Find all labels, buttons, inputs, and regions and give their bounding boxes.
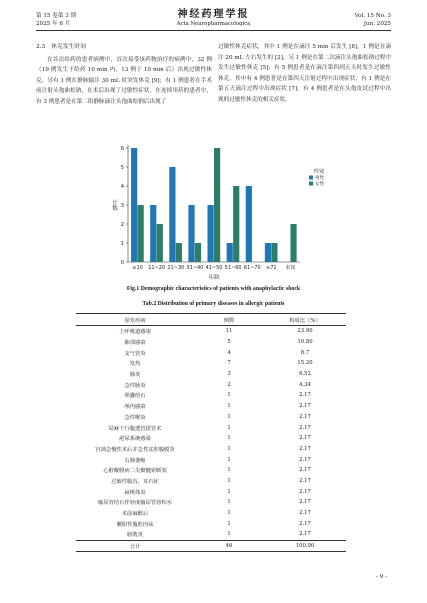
ratio-cell: 23.90 (297, 328, 313, 335)
legend-label-male: 男性 (315, 176, 325, 181)
figure-caption: Fig.1 Demographic characteristics of patients with anaphylactic shock (126, 286, 301, 292)
count-cell: 5 (227, 339, 231, 346)
ratio-cell: 2.17 (299, 520, 311, 527)
x-tick-label: ≤10 (132, 265, 143, 271)
bar-male (265, 243, 271, 262)
table-total-row (76, 540, 346, 552)
table-header-row (76, 314, 346, 326)
disease-cell: 颅内感染 (124, 404, 146, 411)
count-cell: 1 (227, 531, 231, 538)
ratio-cell: 8.7 (300, 349, 310, 356)
bar-male (227, 243, 233, 262)
ratio-cell: 2.17 (299, 531, 311, 538)
bar-male (246, 186, 252, 262)
table-row (76, 444, 346, 455)
ratio-cell: 2.17 (299, 499, 311, 506)
count-cell: 1 (227, 467, 231, 474)
bar-female (233, 186, 239, 262)
y-tick-label: 0 (120, 260, 124, 266)
legend-swatch-male (309, 176, 313, 180)
count-cell: 1 (227, 445, 231, 452)
table-row (76, 465, 346, 476)
volume-issue-en: Vol. 15 No. 3 (354, 13, 391, 19)
age-gender-bar-chart (0, 0, 427, 300)
y-tick-label: 6 (120, 146, 124, 152)
y-tick-label: 3 (120, 203, 124, 209)
count-cell: 7 (227, 360, 231, 367)
count-cell: 1 (227, 456, 231, 463)
total-label: 合计 (76, 540, 194, 552)
bar-female (138, 205, 144, 262)
table-row (76, 337, 346, 348)
count-cell: 3 (227, 371, 231, 378)
issue-date: 2025 年 6 月 (36, 21, 71, 27)
x-tick-label: 61~70 (243, 265, 261, 271)
ratio-cell: 10.80 (297, 339, 313, 346)
table-row (76, 518, 346, 529)
count-cell: 1 (227, 403, 231, 410)
x-tick-label: 51~60 (224, 265, 242, 271)
header-disease: 原发疾病 (76, 314, 194, 326)
x-tick-label: 41~50 (205, 265, 223, 271)
table-row (76, 379, 346, 390)
disease-cell: 急性肠炎 (124, 382, 146, 389)
disease-cell: 肺部感染 (124, 340, 146, 347)
disease-cell: 肺炎 (129, 372, 141, 379)
count-cell: 1 (227, 520, 231, 527)
page-number: - 9 - (376, 574, 387, 580)
bar-female (195, 243, 201, 262)
count-cell: 1 (227, 477, 231, 484)
legend-swatch-female (309, 182, 313, 186)
bar-female (176, 243, 182, 262)
count-cell: 4 (227, 349, 231, 356)
y-axis-label: 计数 (111, 199, 117, 211)
table-row (76, 412, 346, 423)
ratio-cell: 2.17 (299, 477, 311, 484)
volume-issue: 第 15 卷第 3 期 (36, 13, 77, 19)
disease-cell: 扁桃体炎 (124, 489, 146, 496)
table-caption: Tab.2 Distribution of primary diseases in allergic patients (142, 301, 285, 307)
disease-cell: 心脏瓣膜病二尖瓣腱索断裂 (103, 468, 167, 475)
table-row (76, 326, 346, 337)
bar-female (214, 148, 220, 262)
ratio-cell: 2.17 (299, 392, 311, 399)
y-tick-label: 5 (120, 165, 124, 171)
ratio-cell: 2.17 (299, 488, 311, 495)
disease-cell: 宫颈急慢性术后并急性盆腔腹膜炎 (95, 446, 175, 453)
ratio-cell: 2.17 (299, 467, 311, 474)
total-count: 46 (194, 540, 264, 552)
ratio-cell: 4.34 (299, 381, 311, 388)
x-axis-label: 年龄 (208, 275, 220, 281)
table-row (76, 369, 346, 380)
table-row (76, 454, 346, 465)
disease-cell: 急性喉炎 (124, 414, 146, 421)
journal-title-en: Acta Neuropharmacologica (176, 21, 251, 27)
header-count: 例数 (194, 314, 264, 326)
x-tick-label: 未知 (285, 265, 296, 271)
bar-female (271, 243, 277, 262)
bar-male (208, 205, 214, 262)
disease-cell: 上呼吸道感染 (119, 329, 151, 336)
x-tick-label: 31~40 (186, 265, 204, 271)
disease-cell: 支气管炎 (124, 350, 146, 357)
ratio-cell: 2.17 (299, 456, 311, 463)
count-cell: 1 (227, 413, 231, 420)
y-tick-label: 2 (120, 222, 124, 228)
section-title: 休克发生时间 (51, 44, 87, 50)
table-row (76, 497, 346, 508)
bar-male (131, 148, 137, 262)
count-cell: 1 (227, 499, 231, 506)
right-paragraph: 过敏性休克症状，其中 1 例是在滴注 5 min 后发生 [8]，1 例是在滴注 20 mL 左右发生的 [2]，另 1 例是在第二次滴注头孢曲松钠过程中发生过敏性休克 [5]；有 5 例患者是在滴注第四到五天时发生过敏性休克，其中有 4 例患者是在第四天注射过程中出现症状，有 1 例是在第五天滴注过程中出现症状 [7]。有 4 例患者是在头孢皮试过程中出现的过敏性休克的相关症状。 (218, 44, 391, 103)
count-cell: 2 (227, 381, 231, 388)
table-row (76, 529, 346, 540)
ratio-cell: 6.52 (299, 371, 311, 378)
bar-female (290, 224, 296, 262)
count-cell: 1 (227, 435, 231, 442)
header-ratio: 构成比（%） (264, 314, 346, 326)
ratio-cell: 2.17 (299, 510, 311, 517)
disease-cell: 膀胱炎 (127, 532, 143, 539)
disease-distribution-table (76, 313, 346, 552)
ratio-cell: 2.17 (299, 413, 311, 420)
disease-cell: 术前麻醉后 (121, 511, 149, 518)
table-row (76, 401, 346, 412)
disease-cell: 发热 (129, 361, 141, 368)
disease-cell: 胆囊结石 (124, 393, 146, 400)
x-tick-label: 21~30 (167, 265, 185, 271)
y-tick-label: 1 (120, 241, 124, 247)
total-ratio: 100.00 (264, 540, 346, 552)
table-row (76, 347, 346, 358)
count-cell: 11 (225, 328, 233, 335)
disease-cell: 局麻下行腹透管拔管术 (108, 425, 162, 432)
left-paragraph: 在首次给药的患者病例中，首次接受该药物治疗的病例中，32 例（19 例发生于给药 10 min 内，13 例于 10 min 后）出现过敏性休克，另有 1 例在静脉输注 30 mL 时突发休克 [9]；有 1 例患者在手术前注射头孢曲松钠，在术后出现了过敏性症状。在连续用药的患者中，有 3 例患者是在第二组静脉滴注头孢曲松钠后出现了 (36, 56, 212, 105)
table-row (76, 358, 346, 369)
ratio-cell: 2.17 (299, 435, 311, 442)
table-row (76, 433, 346, 444)
disease-cell: 过敏性腹泻，耳石症 (111, 478, 159, 485)
bar-male (169, 167, 175, 262)
ratio-cell: 15.20 (297, 360, 313, 367)
table-row (76, 390, 346, 401)
count-cell: 1 (227, 510, 231, 517)
legend-title: 性别 (313, 169, 325, 175)
table-row (76, 422, 346, 433)
bar-male (150, 205, 156, 262)
ratio-cell: 2.17 (299, 403, 311, 410)
bar-female (157, 224, 163, 262)
issue-date-en: Jun. 2025 (363, 21, 391, 27)
disease-cell: 右肺萎缩 (124, 457, 146, 464)
journal-title-cn: 神经药理学报 (177, 9, 250, 20)
disease-cell: 腰阳性腹腔内疝 (116, 521, 154, 528)
disease-cell: 输尿管结石伴轻度输尿管肾积水 (97, 500, 173, 507)
disease-cell: 泌尿系统感染 (119, 436, 151, 443)
table-row (76, 476, 346, 487)
count-cell: 1 (227, 424, 231, 431)
x-tick-label: 11~20 (148, 265, 166, 271)
ratio-cell: 2.17 (299, 445, 311, 452)
y-tick-label: 4 (120, 184, 124, 190)
count-cell: 1 (227, 488, 231, 495)
section-number: 2.3 (36, 44, 46, 50)
legend-label-female: 女性 (315, 182, 325, 187)
table-row (76, 486, 346, 497)
count-cell: 1 (227, 392, 231, 399)
table-row (76, 508, 346, 519)
x-tick-label: ≥71 (266, 265, 277, 271)
bar-male (188, 205, 194, 262)
ratio-cell: 2.17 (299, 424, 311, 431)
